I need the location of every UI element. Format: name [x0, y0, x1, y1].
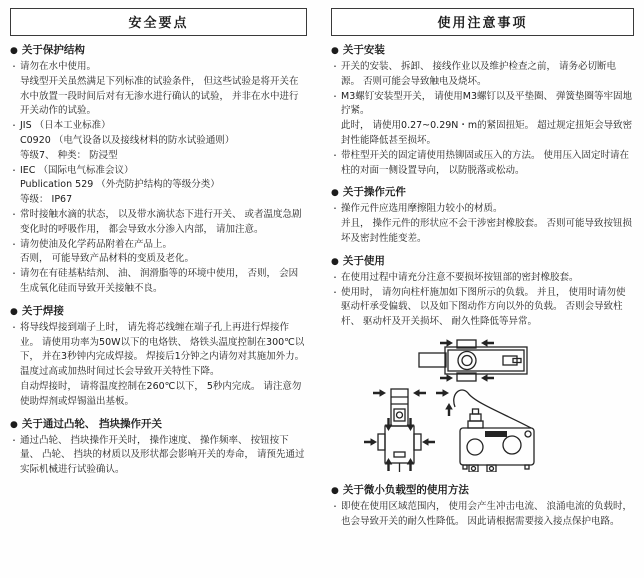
bullet-marker-icon: ・	[331, 150, 339, 160]
section	[10, 43, 307, 297]
bullet-item	[331, 271, 634, 286]
section-heading	[331, 185, 634, 200]
bullet-item	[10, 238, 307, 268]
text-line: 使用时， 请勿向柱杆施加如下图所示的负载。 并且， 使用时请勿使驱动杆承受偏载、 以及如下图动作方向以外的负载。 否则会导致柱杆、 驱动杆及开关损坏、 耐久性降低等异常。	[341, 286, 626, 328]
bullet-text	[20, 164, 307, 208]
bullet-text	[20, 238, 307, 268]
text-line: 带柱型开关的固定请使用热铆固或压入的方法。 使用压入固定时请在柱的对面一侧设置导向， 以防脱落或松动。	[341, 149, 630, 176]
bullet-marker-icon: ・	[331, 501, 339, 511]
section-bullet-icon: ●	[10, 46, 18, 56]
text-line: Publication 529 （外壳防护结构的等级分类）	[20, 179, 220, 191]
section	[331, 185, 634, 246]
text-line: 等级： IP67	[20, 194, 73, 206]
section-heading-text: 关于微小负载型的使用方法	[342, 483, 469, 496]
bullet-item	[10, 321, 307, 410]
section-heading	[10, 417, 307, 432]
bullet-text	[341, 90, 634, 149]
section-bullet-icon: ●	[331, 188, 339, 199]
text-line: IEC （国际电气标准会议）	[20, 164, 134, 176]
bullet-marker-icon: ・	[10, 269, 18, 279]
text-line: 请勿在有硅基粘结剂、 油、 润滑脂等的环境中使用， 否则， 会因生成氧化硅而导致开关接触不良。	[20, 268, 299, 294]
section-heading	[331, 43, 634, 58]
section-heading-text: 关于操作元件	[342, 186, 406, 199]
bullet-item	[331, 202, 634, 246]
usage-precautions-column	[331, 8, 634, 534]
section	[10, 417, 307, 478]
text-line: 操作元件应选用摩擦阻力较小的材质。	[341, 203, 503, 215]
bullet-text	[341, 500, 634, 530]
force-arrow-icons	[436, 389, 453, 416]
switch-top-view-drawing	[419, 339, 527, 382]
bullet-item	[10, 164, 307, 208]
section-bullet-icon: ●	[331, 485, 339, 496]
bullet-text	[20, 119, 307, 163]
bullet-text	[341, 60, 634, 90]
text-line: M3螺钉安装型开关， 请使用M3螺钉以及平垫圈、 弹簧垫圈等牢固地拧紧。	[341, 90, 633, 117]
bullet-item	[331, 286, 634, 330]
bullet-text	[341, 149, 634, 179]
safety-precautions-column	[10, 8, 307, 482]
section	[331, 43, 634, 178]
text-line: 导线型开关虽然满足下列标准的试验条件， 但这些试验是将开关在水中放置一段时间后对有无渗水进行确认的试验， 并非在水中进行开关动作的试验。	[20, 75, 299, 117]
bullet-marker-icon: ・	[331, 91, 339, 101]
safety-sections-container	[10, 43, 307, 478]
bullet-item	[331, 90, 634, 149]
bullet-item	[331, 500, 634, 530]
bullet-marker-icon: ・	[10, 239, 18, 249]
bullet-text	[20, 321, 307, 410]
bullet-text	[20, 434, 307, 478]
bullet-item	[10, 119, 307, 163]
section-heading-text: 关于保护结构	[21, 44, 85, 56]
bullet-text	[341, 202, 634, 246]
bullet-item	[10, 267, 307, 297]
bullet-text	[20, 267, 307, 297]
usage-sections-container	[331, 43, 634, 530]
section-heading	[331, 254, 634, 269]
bullet-text	[341, 286, 634, 330]
text-line: 请勿使油及化学药品附着在产品上。	[20, 238, 173, 250]
section-heading-text: 关于使用	[342, 254, 385, 267]
bullet-text	[341, 271, 634, 286]
bullet-item	[10, 434, 307, 478]
text-line: 温度过高或加热时间过长会导致开关特性下降。	[20, 366, 220, 378]
bullet-item	[331, 149, 634, 179]
switch-front-view-drawing	[364, 389, 435, 472]
bullet-marker-icon: ・	[10, 165, 18, 175]
text-line: JIS （日本工业标准）	[20, 120, 111, 132]
text-line: C0920 （电气设备以及接线材料的防水试验通则）	[20, 134, 235, 146]
bullet-marker-icon: ・	[331, 62, 339, 71]
switch-lever-view-drawing	[436, 389, 534, 472]
bullet-marker-icon: ・	[10, 435, 18, 445]
section	[10, 304, 307, 410]
bullet-marker-icon: ・	[10, 209, 18, 219]
section-bullet-icon: ●	[331, 46, 339, 56]
bullet-marker-icon: ・	[10, 121, 18, 131]
text-line: 通过凸轮、 挡块操作开关时， 操作速度、 操作频率、 按钮按下量、 凸轮、 挡块的材质以及形状都会影响开关的寿命， 请预先通过实际机械进行试验确认。	[20, 434, 305, 476]
section	[331, 483, 634, 530]
bullet-marker-icon: ・	[10, 62, 18, 71]
section-bullet-icon: ●	[10, 306, 18, 317]
section-heading	[331, 483, 634, 498]
text-line: 此时， 请使用0.27~0.29N・m的紧固扭矩。 超过规定扭矩会导致密封性能降低甚至损坏。	[341, 120, 633, 146]
load-direction-figure	[357, 334, 634, 476]
section-bullet-icon: ●	[10, 419, 18, 430]
force-arrow-icons	[364, 389, 435, 471]
text-line: 等级7、 种类： 防浸型	[20, 149, 118, 161]
text-line: 否则， 可能导致产品材料的变质及老化。	[20, 253, 195, 265]
text-line: 在使用过程中请充分注意不要损坏按钮部的密封橡胶套。	[341, 271, 579, 283]
section-heading-text: 关于焊接	[21, 304, 64, 317]
section-heading-text: 关于安装	[342, 44, 385, 56]
text-line: 并且， 操作元件的形状应不会干涉密封橡胶套。 否则可能导致按钮损坏及密封性能变差。	[341, 218, 633, 244]
bullet-item	[331, 60, 634, 90]
usage-column-title: 使用注意事项	[331, 8, 634, 36]
bullet-marker-icon: ・	[10, 322, 18, 332]
section-heading	[10, 304, 307, 319]
text-line: 请勿在水中使用。	[20, 61, 97, 72]
bullet-item	[10, 208, 307, 238]
section-heading	[10, 43, 307, 58]
text-line: 即使在使用区域范围内， 使用会产生冲击电流、 浪涌电流的负载时， 也会导致开关的耐久性降低。 因此请根据需要接入接点保护电路。	[341, 500, 633, 527]
bullet-marker-icon: ・	[331, 272, 339, 282]
text-line: 开关的安装、 拆卸、 接线作业以及维护检查之前， 请务必切断电源。 否则可能会导致触电及烧坏。	[341, 61, 617, 87]
bullet-marker-icon: ・	[331, 204, 339, 214]
section	[331, 254, 634, 476]
text-line: 常时接触水滴的状态， 以及带水滴状态下进行开关、 或者温度急剧变化时的呼吸作用， 都会导致水分渗入内部， 请加注意。	[20, 208, 302, 235]
bullet-marker-icon: ・	[331, 287, 339, 297]
section-heading-text: 关于通过凸轮、 挡块操作开关	[21, 417, 163, 430]
bullet-text	[20, 60, 307, 119]
text-line: 自动焊接时， 请将温度控制在260℃以下， 5秒内完成。 请注意勿使助焊剂或焊锡溢出基板。	[20, 380, 302, 407]
safety-column-title: 安全要点	[10, 8, 307, 36]
bullet-item	[10, 60, 307, 119]
load-direction-figure-svg	[357, 334, 569, 472]
section-bullet-icon: ●	[331, 256, 339, 267]
text-line: 将导线焊接到端子上时， 请先将芯线缠在端子孔上再进行焊接作业。 请使用功率为50W以下的电烙铁、 烙铁头温度控制在300℃以下， 并在3秒钟内完成焊接。 焊接后1分钟之内请勿对其施加外力。	[20, 321, 305, 363]
bullet-text	[20, 208, 307, 238]
